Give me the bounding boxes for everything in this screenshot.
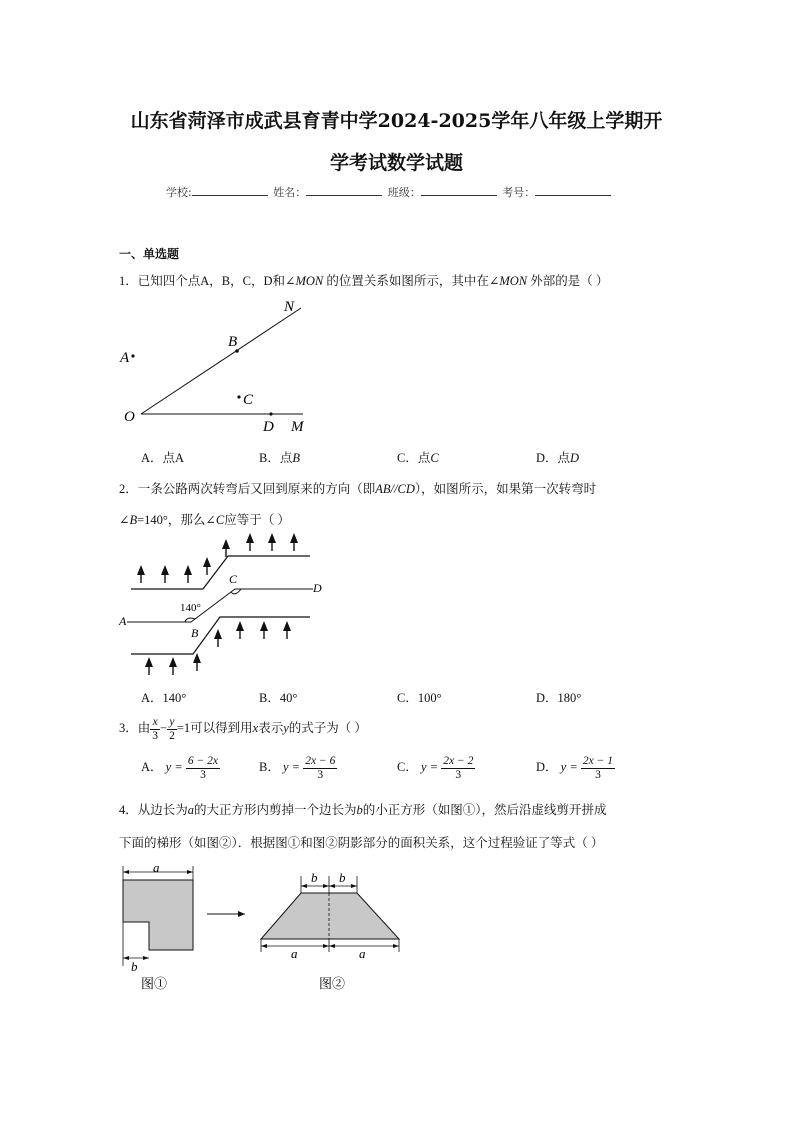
label-m: M [291,419,304,435]
label-d: D [263,419,274,435]
q2-option-a[interactable] [141,688,186,706]
q3-option-a[interactable] [141,755,220,781]
option-text: 180° [557,691,582,705]
q2-option-c[interactable] [397,688,442,706]
arrow-head [323,944,329,948]
numerator: y [167,716,177,730]
page-title-line2: 学考试数学试题 [329,152,463,174]
option-text: 40° [279,691,298,705]
q2-option-b[interactable] [259,688,297,706]
label-o: O [124,409,135,425]
q3-option-c[interactable] [397,755,475,781]
label-b: B [191,626,199,640]
numerator: 6 − 2x [187,755,219,767]
fig2-label-b: b [311,870,318,885]
q3-var: x [252,721,259,736]
arrow-head [393,944,399,948]
option-var: B [292,451,300,465]
arrow-head [351,884,357,888]
arrow-head [323,884,329,888]
q3-text-part: 的式子为（ ） [288,721,367,736]
angle-140-label: 140° [180,602,201,614]
q1-text-part: 的位置关系如图所示，其中在∠ [323,274,500,288]
page-title-line1: 山东省菏泽市成武县育青中学2024-2025学年八年级上学期开 [130,110,663,132]
option-lhs: y = [420,760,439,775]
q1-text-part: 1．已知四个点A，B，C，D和∠ [119,274,296,288]
arrow-head [329,884,335,888]
q1-text-part: 外部的是（ ） [527,274,609,288]
student-info-line [166,184,613,200]
school-label: 学校: [166,186,192,199]
q3-text-part: 表示 [258,721,284,736]
road-upper-edge [131,556,310,589]
frac-y-2 [167,716,177,742]
fig1-label-a: a [153,862,160,875]
fig2-trapezoid [261,893,399,939]
option-lhs: y = [560,760,578,775]
arrow-head [143,956,149,960]
q2-text-part: 应等于（ ） [224,513,290,527]
arrow-head [238,911,245,917]
point-d [269,412,272,415]
option-lhs: y = [165,760,183,775]
q1-option-c[interactable] [397,448,439,466]
option-label: B． [259,451,280,465]
minus-sign: − [160,721,168,736]
option-frac [441,755,475,781]
q3-option-b[interactable] [259,755,337,781]
class-field[interactable] [421,185,497,196]
option-text: 140° [162,691,187,705]
fig1-caption: 图① [141,976,168,991]
numerator: 2x − 6 [305,755,336,767]
option-text: 点 [417,451,431,465]
question-2-line1 [119,479,596,497]
question-3-text [119,716,367,742]
q4-var: a [187,803,195,817]
option-var: D [570,451,580,465]
q3-text-part: 3．由 [119,721,151,736]
name-field[interactable] [306,185,382,196]
option-label: C． [397,451,418,465]
number-label: 考号： [502,186,536,199]
numerator: 2x − 1 [582,755,614,767]
question-2-line2 [119,510,290,528]
option-text: 点A [162,451,185,465]
fig2-label-b: b [339,870,346,885]
q3-text-part: =1可以得到用 [176,721,253,736]
q1-mon: MON [295,274,324,288]
denominator: 3 [317,768,324,781]
label-b: B [228,334,238,350]
q2-text-part: 2．一条公路两次转弯后又回到原来的方向（即 [119,482,376,496]
arrow-head [261,944,267,948]
question-4-line1 [119,800,607,818]
option-label: C． [397,760,418,775]
q4-figures [115,862,415,994]
option-label: C． [397,691,418,705]
q3-option-d[interactable] [536,755,615,781]
option-text: 100° [417,691,442,705]
denominator: 3 [152,729,159,742]
class-label: 班级： [387,186,421,199]
option-label: D． [536,451,558,465]
option-label: A． [141,451,163,465]
option-var: C [430,451,439,465]
label-a: A [120,350,130,366]
q3-var: y [283,721,289,736]
option-frac [581,755,615,781]
option-label: A． [141,760,163,775]
name-label: 姓名： [273,186,307,199]
label-n: N [284,299,295,315]
frac-x-3 [150,716,160,742]
fig2-label-a: a [359,946,366,961]
label-c: C [229,572,238,586]
numerator: x [150,716,160,730]
q2-parallel: AB//CD [375,482,415,496]
label-a: A [119,614,127,628]
q4-var: b [356,803,363,817]
number-field[interactable] [535,185,611,196]
section-heading: 一、单选题 [119,247,180,261]
q1-option-b[interactable] [259,448,300,466]
denominator: 3 [200,768,206,781]
fig2-caption: 图② [319,976,346,991]
arrow-head [301,884,307,888]
option-text: 点 [279,451,293,465]
option-label: D． [536,760,558,775]
point-a [131,354,134,357]
q2-var: B [129,513,138,527]
arrow-head [123,870,129,874]
question-4-line2: 下面的梯形（如图②）．根据图①和图②阴影部分的面积关系，这个过程验证了等式（ ） [119,836,604,850]
arrow-head [187,870,193,874]
fig2-label-a: a [291,946,298,961]
arrow-head [329,944,335,948]
label-c: C [243,392,254,408]
option-label: D． [536,691,558,705]
q2-text-part: ∠ [119,513,130,527]
fig1-label-b: b [131,959,138,974]
q1-figure [115,295,315,435]
option-lhs: y = [282,760,301,775]
q2-option-d[interactable] [536,688,581,706]
q2-text-part: =140°，那么∠ [137,513,216,527]
q2-text-part: ），如图所示，如果第一次转弯时 [414,482,597,496]
numerator: 2x − 2 [443,755,474,767]
option-frac [186,755,220,781]
fig1-shaded-shape [123,880,193,950]
option-label: B． [259,691,280,705]
option-frac [303,755,337,781]
point-c [237,395,240,398]
q2-var: C [215,513,225,527]
q4-text-part: 的小正方形（如图①），然后沿虚线剪开拼成 [362,803,607,817]
denominator: 2 [169,729,175,742]
denominator: 3 [455,768,462,781]
option-label: B． [259,760,280,775]
q1-mon: MON [499,274,528,288]
q1-option-d[interactable] [536,448,579,466]
option-label: A． [141,691,163,705]
label-d: D [313,581,322,595]
school-field[interactable] [192,185,268,196]
question-1-text [119,271,608,289]
ray-on [141,308,301,414]
q4-text-part: 4．从边长为 [119,803,188,817]
arrow-head [123,956,129,960]
q1-option-a[interactable] [141,448,184,466]
denominator: 3 [595,768,601,781]
q2-figure [115,533,330,681]
option-text: 点 [557,451,571,465]
q4-text-part: 的大正方形内剪掉一个边长为 [194,803,357,817]
